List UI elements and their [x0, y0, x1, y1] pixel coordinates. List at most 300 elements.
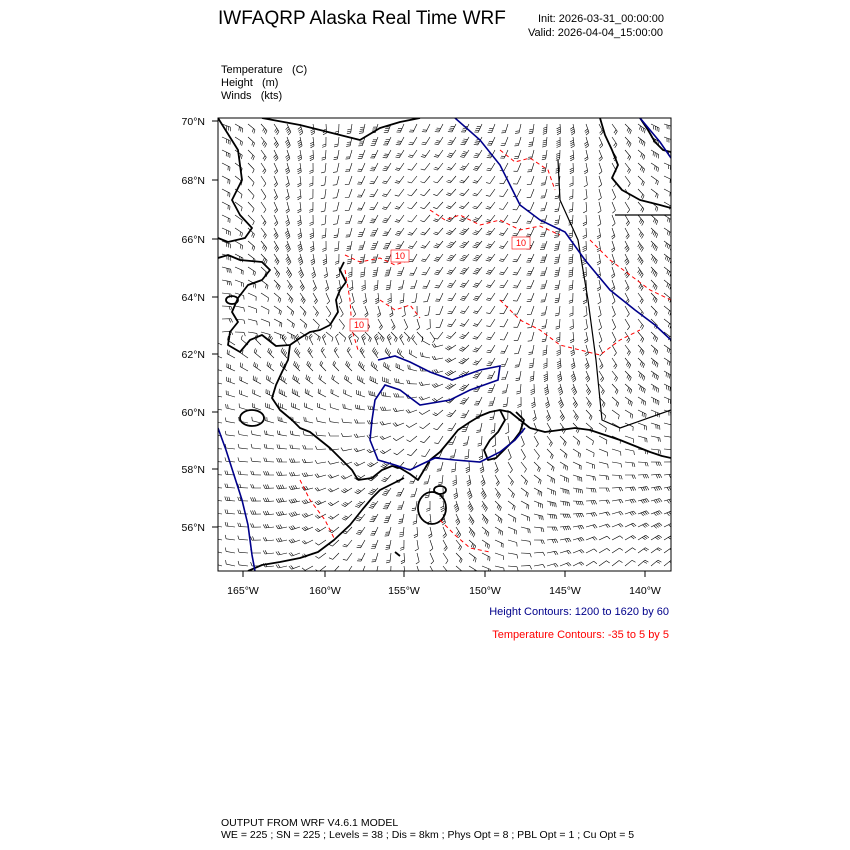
wind-barb — [638, 176, 644, 186]
wind-barb — [289, 472, 300, 476]
wind-barb — [612, 536, 623, 540]
wind-barb — [500, 332, 508, 340]
wind-barb — [547, 488, 555, 495]
lat-label: 56°N — [181, 522, 205, 534]
wind-barb — [357, 163, 365, 171]
wind-barb — [345, 176, 352, 185]
wind-barb — [570, 163, 574, 174]
wind-barb — [360, 347, 365, 358]
wind-barb — [357, 189, 365, 197]
wind-barb — [526, 228, 534, 236]
wind-barb — [473, 176, 482, 183]
wind-barb — [583, 293, 587, 304]
wind-barb — [434, 163, 443, 170]
wind-barb — [543, 358, 547, 368]
wind-barb — [292, 403, 300, 410]
wind-barb — [252, 403, 261, 410]
wind-barb — [401, 553, 405, 564]
wind-barb — [547, 449, 553, 459]
wind-barb — [434, 332, 443, 339]
wind-barb — [638, 410, 646, 418]
wind-barb — [625, 345, 630, 356]
wind-barb — [313, 306, 319, 317]
wind-barb — [305, 389, 313, 397]
wind-barb — [651, 436, 660, 442]
wind-barb — [482, 553, 490, 561]
wind-barb — [374, 280, 378, 290]
wind-barb — [586, 436, 594, 445]
wind-barb — [612, 319, 616, 330]
wind-barb — [304, 417, 313, 423]
wind-barb — [625, 511, 636, 515]
lat-label: 58°N — [181, 464, 205, 476]
wind-barb — [625, 536, 636, 541]
wind-barb — [448, 124, 456, 132]
wind-barb — [408, 189, 418, 196]
wind-barb — [473, 202, 483, 209]
wind-barb — [263, 498, 274, 502]
wind-barb — [408, 241, 417, 249]
wind-barb — [261, 163, 266, 174]
wind-barb — [434, 267, 443, 275]
wind-barb — [341, 475, 352, 479]
wind-barb — [486, 163, 495, 171]
wind-barb — [315, 446, 326, 450]
wind-barb — [225, 484, 235, 488]
wind-barb — [391, 319, 395, 330]
wind-barb — [445, 358, 456, 362]
wind-barb — [311, 124, 315, 135]
field-height-name: Height — [221, 77, 253, 89]
lon-label: 145°W — [549, 585, 581, 597]
wind-barb — [585, 345, 589, 356]
wind-barb — [370, 376, 378, 384]
wind-barb — [302, 526, 313, 530]
wind-barb — [638, 511, 649, 516]
wind-barb — [297, 202, 301, 213]
wind-barb — [266, 403, 275, 410]
wind-barb — [516, 384, 521, 394]
wind-barb — [482, 514, 488, 524]
wind-barb — [332, 375, 339, 384]
wind-barb — [378, 319, 383, 330]
wind-barb — [261, 215, 266, 226]
wind-barb — [261, 241, 267, 251]
wind-barb — [341, 448, 352, 451]
wind-barb — [322, 334, 326, 345]
wind-barb — [440, 501, 444, 512]
wind-barb — [303, 445, 313, 449]
wind-barb — [311, 254, 315, 265]
wind-barb — [315, 527, 326, 532]
wind-barb — [573, 397, 578, 408]
wind-barb — [599, 449, 607, 456]
wind-barb — [554, 241, 560, 250]
wind-barb — [560, 436, 566, 446]
wind-barb — [274, 319, 282, 327]
wind-barb — [651, 358, 658, 367]
wind-barb — [432, 383, 443, 387]
wind-barb — [466, 462, 470, 473]
wind-barb — [651, 293, 657, 303]
wind-barb — [542, 137, 547, 147]
wind-barb — [286, 267, 292, 278]
wind-barb — [527, 293, 534, 301]
wind-barb — [373, 347, 379, 358]
wind-barb — [625, 499, 636, 503]
wind-barb — [664, 293, 671, 303]
wind-barb — [425, 306, 430, 316]
wind-barb — [611, 254, 615, 265]
wind-barb — [611, 267, 615, 278]
wind-barb — [225, 548, 235, 554]
wind-barb — [315, 500, 326, 504]
wind-barb — [329, 566, 339, 573]
wind-barb — [421, 352, 431, 358]
wind-barb — [396, 137, 404, 145]
wind-barb — [530, 371, 534, 381]
wind-barb — [625, 202, 630, 213]
wind-barb — [297, 215, 301, 226]
wind-barb — [372, 553, 379, 562]
wind-barb — [638, 436, 647, 442]
wind-barb — [469, 566, 477, 575]
wind-barb — [416, 553, 419, 564]
wind-barb — [409, 267, 417, 275]
wind-barb — [435, 280, 443, 288]
wind-barb — [664, 358, 672, 367]
wind-barb — [384, 362, 392, 371]
wind-barb — [508, 462, 513, 473]
wind-barb — [560, 538, 571, 542]
wind-barb — [488, 397, 495, 406]
wind-barb — [454, 488, 458, 499]
wind-barb — [276, 525, 287, 529]
wind-barb — [599, 163, 602, 174]
wind-barb — [612, 524, 623, 528]
wind-barb — [436, 306, 443, 314]
wind-barb — [370, 514, 379, 522]
wind-barb — [343, 404, 352, 410]
wind-barb — [586, 501, 597, 505]
wind-barb — [261, 124, 267, 134]
wind-barb — [276, 472, 287, 476]
wind-barb — [422, 280, 430, 288]
wind-barb — [569, 267, 574, 277]
wind-barb — [414, 527, 418, 538]
wind-barb — [313, 293, 318, 304]
wind-barb — [599, 423, 606, 432]
wind-barb — [370, 527, 378, 535]
wind-barb — [279, 389, 287, 397]
wind-barb — [383, 150, 391, 158]
wind-barb — [638, 267, 644, 278]
wind-barb — [421, 449, 430, 457]
wind-barb — [419, 396, 430, 400]
wind-barb — [612, 371, 618, 382]
wind-barb — [638, 548, 649, 553]
wind-barb — [310, 150, 314, 161]
wind-barb — [235, 228, 243, 237]
wind-barb — [638, 423, 646, 430]
wind-barb — [586, 475, 596, 481]
wind-barb — [486, 254, 495, 261]
wind-barb — [586, 397, 591, 408]
wind-barb — [447, 423, 456, 431]
wind-barb — [664, 462, 675, 466]
wind-barb — [599, 436, 607, 444]
field-temperature-name: Temperature — [221, 64, 283, 76]
wind-barb — [238, 457, 248, 462]
wind-barb — [514, 345, 521, 354]
wind-barb — [339, 306, 343, 317]
wind-barb — [370, 202, 379, 210]
wind-barb — [664, 124, 673, 131]
wind-barb — [447, 280, 456, 288]
wind-barb — [638, 560, 648, 566]
wind-barb — [599, 561, 610, 566]
wind-barb — [651, 280, 657, 290]
wind-barb — [311, 267, 315, 278]
wind-barb — [212, 445, 222, 450]
wind-barb — [354, 448, 365, 452]
wind-barb — [408, 365, 417, 371]
wind-barb — [225, 418, 235, 424]
wind-barb — [434, 436, 443, 444]
wind-barb — [346, 150, 353, 159]
contour-label: 10 — [353, 320, 365, 330]
wind-barb — [556, 137, 560, 148]
wind-barb — [569, 306, 573, 316]
wind-barb — [547, 475, 555, 483]
wind-barb — [625, 487, 636, 491]
wind-barb — [293, 375, 300, 384]
coastline-brooks-north — [262, 118, 420, 140]
wind-barbs — [212, 124, 675, 577]
wind-barb — [459, 332, 469, 339]
wind-barb — [468, 501, 473, 512]
wind-barb — [222, 306, 232, 310]
wind-barb — [371, 241, 378, 249]
wind-barb — [409, 350, 417, 359]
wind-barb — [534, 527, 544, 532]
island-kodiak — [418, 492, 446, 524]
wind-barb — [555, 202, 561, 212]
wind-barb — [302, 513, 313, 517]
wind-barb — [447, 163, 456, 170]
wind-barb — [395, 150, 404, 158]
wind-barb — [316, 432, 326, 436]
wind-barb — [261, 319, 269, 326]
wind-barb — [583, 228, 587, 239]
wind-barb — [285, 228, 290, 239]
wind-barb — [357, 376, 365, 385]
wind-barb — [369, 501, 378, 508]
wind-barb — [261, 202, 266, 213]
wind-barb — [573, 436, 580, 446]
wind-barb — [226, 404, 235, 410]
wind-barb — [556, 332, 560, 342]
wind-barb — [513, 306, 521, 314]
wind-barb — [586, 462, 595, 469]
wind-barb — [487, 358, 496, 366]
wind-barb — [448, 306, 457, 314]
field-winds-name: Winds — [221, 90, 252, 102]
wind-barb — [499, 202, 508, 210]
wind-barb — [240, 390, 249, 397]
wind-barb — [486, 280, 495, 287]
wind-barb — [297, 176, 301, 187]
wind-barb — [290, 431, 300, 436]
wind-barb — [407, 380, 417, 384]
wind-barb — [391, 332, 397, 342]
wind-barb — [651, 560, 661, 566]
wind-barb — [212, 509, 222, 514]
lon-label: 165°W — [227, 585, 259, 597]
wind-barb — [387, 334, 391, 345]
wind-barb — [251, 510, 262, 514]
wind-barb — [298, 254, 303, 265]
wind-barb — [238, 510, 248, 514]
wind-barb — [460, 306, 469, 314]
wind-barb — [486, 345, 495, 353]
contour-label-group — [350, 237, 530, 331]
wind-barb — [569, 176, 573, 187]
wind-barb — [526, 202, 534, 210]
wind-barb — [638, 462, 648, 466]
wind-barb — [450, 449, 456, 458]
wind-barb — [339, 332, 346, 342]
wind-barb — [227, 350, 235, 358]
wind-barb — [599, 548, 610, 553]
wind-barb — [459, 202, 469, 209]
wind-barb — [513, 215, 522, 223]
wind-barb — [354, 434, 365, 438]
wind-barb — [248, 124, 255, 134]
wind-barb — [547, 563, 558, 567]
wind-barb — [213, 378, 222, 384]
wind-barb — [664, 474, 675, 478]
wind-barb — [638, 332, 644, 342]
wind-barb — [345, 189, 352, 198]
wind-barb — [342, 501, 353, 507]
wind-barb — [491, 423, 495, 433]
init-time: Init: 2026-03-31_00:00:00 — [538, 13, 664, 25]
wind-barb — [495, 462, 499, 473]
wind-barb — [251, 484, 261, 488]
wind-barb — [437, 462, 443, 471]
wind-barb — [433, 202, 443, 209]
wind-barb — [298, 267, 303, 278]
wind-barb — [473, 280, 482, 287]
wind-barb — [546, 410, 551, 421]
wind-barb — [343, 566, 352, 574]
wind-barb — [315, 474, 326, 478]
wind-barb — [651, 511, 662, 516]
wind-barb — [266, 375, 274, 384]
wind-barb — [625, 319, 630, 330]
wind-barb — [556, 319, 561, 329]
wind-barb — [508, 449, 511, 460]
wind-barb — [322, 150, 326, 160]
wind-barb — [544, 371, 548, 382]
wind-barb — [264, 471, 275, 475]
wind-barb — [664, 254, 671, 263]
wind-barb — [334, 137, 339, 147]
wind-barb — [599, 345, 603, 356]
wind-barb — [541, 189, 547, 198]
wind-barb — [521, 436, 524, 447]
wind-barb — [499, 189, 508, 197]
wind-barb — [393, 408, 404, 412]
wind-barb — [238, 536, 248, 540]
wind-barb — [251, 524, 262, 528]
wind-barb — [261, 228, 266, 239]
wind-barb — [248, 267, 256, 276]
wind-barb — [251, 471, 261, 475]
wind-barb — [521, 566, 532, 570]
wind-barb — [321, 163, 326, 173]
wind-barb — [393, 436, 404, 441]
wind-barb — [573, 562, 584, 566]
wind-barb — [486, 215, 495, 222]
wind-barb — [495, 514, 502, 523]
temp-contour-4 — [345, 270, 358, 350]
wind-barb — [365, 332, 371, 342]
wind-barb — [417, 319, 420, 330]
wind-barb — [310, 241, 314, 252]
wind-barb — [383, 137, 391, 145]
wind-barb — [357, 540, 365, 548]
wind-barb — [664, 523, 675, 528]
wind-barb — [399, 527, 404, 537]
wind-barb — [251, 458, 261, 463]
wind-barb — [344, 389, 352, 397]
wind-barb — [286, 176, 290, 187]
wind-barb — [517, 397, 521, 408]
wind-barb — [278, 417, 287, 423]
wind-barb — [585, 358, 589, 369]
wind-barb — [446, 241, 456, 248]
wind-barb — [499, 254, 508, 262]
wind-barb — [400, 293, 404, 303]
wind-barb — [612, 410, 619, 419]
wind-barb — [515, 124, 521, 133]
wind-barb — [448, 293, 457, 301]
wind-barb — [276, 498, 287, 502]
wind-barb — [274, 137, 279, 148]
wind-barb — [460, 319, 469, 326]
wind-barb — [501, 358, 508, 366]
wind-barb — [346, 241, 352, 251]
wind-barb — [651, 163, 659, 172]
wind-barb — [584, 163, 588, 174]
wind-barb — [521, 553, 531, 557]
lat-ticks — [212, 121, 218, 527]
wind-barb — [584, 176, 588, 187]
wind-barb — [469, 514, 475, 525]
wind-barb — [540, 202, 547, 211]
lon-labels — [227, 585, 661, 597]
wind-barb — [419, 382, 430, 386]
wind-barb — [443, 553, 448, 564]
wind-barb — [612, 332, 616, 343]
wind-barb — [651, 397, 659, 405]
wind-barb — [412, 501, 417, 511]
wind-barb — [286, 254, 291, 265]
wind-barb — [261, 137, 267, 148]
wind-barb — [540, 228, 547, 237]
